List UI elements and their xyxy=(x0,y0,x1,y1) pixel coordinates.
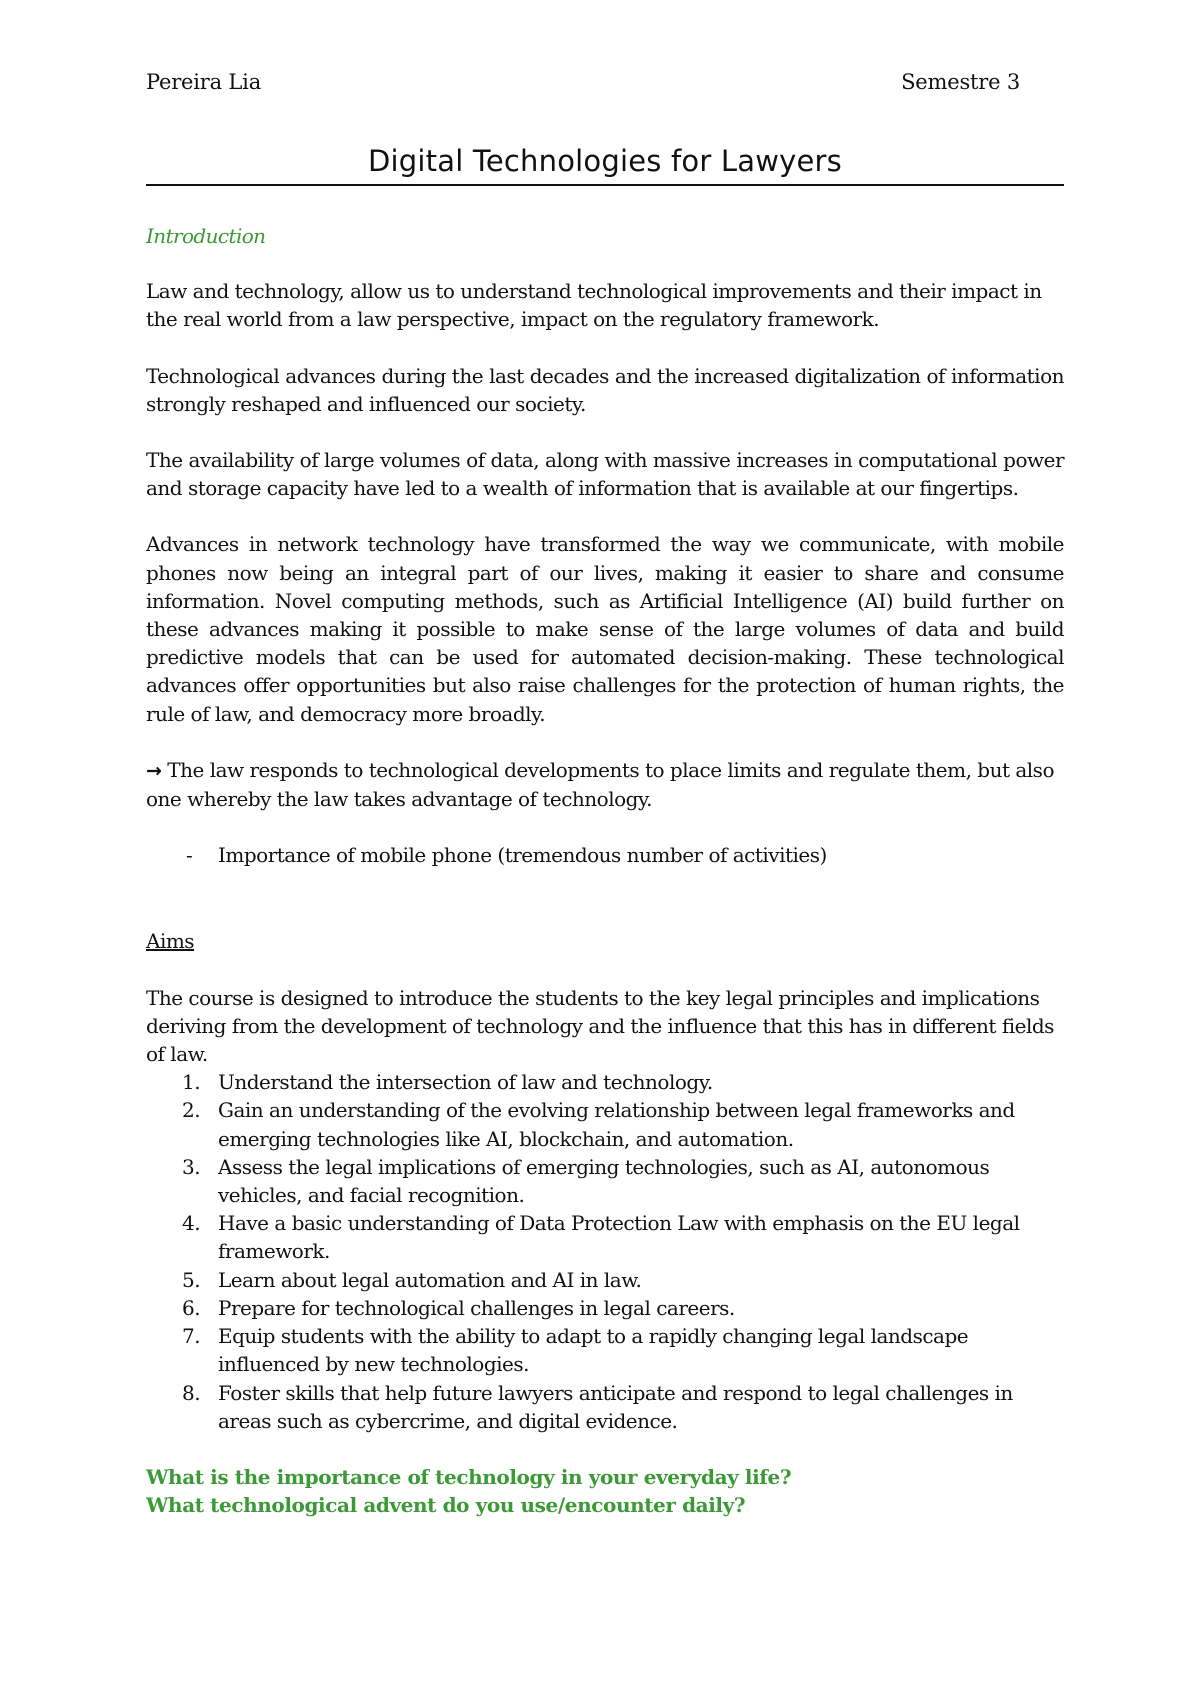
question-1: What is the importance of technology in your everyday life? xyxy=(146,1464,792,1489)
intro-paragraph-1: Law and technology, allow us to understand technological improvements and their impact in the real world from a law perspective, impact on the regulatory framework. xyxy=(146,279,1042,332)
list-number: 7. xyxy=(182,1324,201,1349)
list-number: 2. xyxy=(182,1098,201,1123)
aims-intro: The course is designed to introduce the students to the key legal principles and implications deriving from the development of technology and the influence that this has in different fields of law. xyxy=(146,985,1054,1067)
semester-label: Semestre 3 xyxy=(901,70,1020,94)
list-item-text: Gain an understanding of the evolving relationship between legal frameworks and emerging technologies like AI, blockchain, and automation. xyxy=(218,1098,1015,1151)
list-item xyxy=(146,1096,1064,1152)
list-item xyxy=(146,1068,1064,1096)
dash-bullet: - xyxy=(186,843,193,868)
document-body xyxy=(146,222,1064,1519)
list-item xyxy=(146,1379,1064,1435)
arrow-paragraph-text: The law responds to technological developments to place limits and regulate them, but also one whereby the law takes advantage of technology. xyxy=(146,757,1054,812)
list-item-text: Learn about legal automation and AI in law. xyxy=(218,1267,642,1292)
list-number: 5. xyxy=(182,1267,201,1292)
list-item-text: Understand the intersection of law and technology. xyxy=(218,1070,713,1095)
question-2: What technological advent do you use/encounter daily? xyxy=(146,1493,746,1518)
arrow-paragraph xyxy=(146,756,1064,813)
dash-list xyxy=(146,841,1064,869)
list-item xyxy=(146,1322,1064,1378)
list-number: 6. xyxy=(182,1295,201,1320)
list-item-text: Foster skills that help future lawyers anticipate and respond to legal challenges in areas such as cybercrime, and digital evidence. xyxy=(218,1380,1013,1433)
list-item-text: Have a basic understanding of Data Protection Law with emphasis on the EU legal framework. xyxy=(218,1211,1020,1264)
dash-item-text: Importance of mobile phone (tremendous number of activities) xyxy=(218,843,827,868)
list-item xyxy=(146,1266,1064,1294)
list-item-text: Equip students with the ability to adapt to a rapidly changing legal landscape influenced by new technologies. xyxy=(218,1324,969,1377)
list-number: 8. xyxy=(182,1380,201,1405)
document-page xyxy=(146,0,1064,1696)
list-number: 1. xyxy=(182,1070,201,1095)
introduction-heading: Introduction xyxy=(146,224,266,248)
list-number: 4. xyxy=(182,1211,201,1236)
list-item-text: Assess the legal implications of emerging technologies, such as AI, autonomous vehicles, and facial recognition. xyxy=(218,1154,990,1208)
list-item xyxy=(146,1153,1064,1209)
arrow-icon: → xyxy=(146,759,162,782)
aims-list xyxy=(146,1068,1064,1435)
list-item xyxy=(146,1209,1064,1265)
list-item xyxy=(146,1294,1064,1322)
author-name: Pereira Lia xyxy=(146,70,262,94)
list-number: 3. xyxy=(182,1154,201,1179)
page-header xyxy=(146,70,1020,100)
list-item xyxy=(146,841,1064,869)
intro-paragraph-2: Technological advances during the last decades and the increased digitalization of information strongly reshaped and influenced our society. xyxy=(146,363,1064,416)
list-item-text: Prepare for technological challenges in legal careers. xyxy=(218,1295,735,1320)
document-title: Digital Technologies for Lawyers xyxy=(146,144,1064,186)
intro-paragraph-4: Advances in network technology have transformed the way we communicate, with mobile phones now being an integral part of our lives, making it easier to share and consume information. Novel computing methods, such as Artificial Intelligence (AI) build further on these advances making it possible to make sense of the large volumes of data and build predictive models that can be used for automated decision-making. These technological advances offer opportunities but also raise challenges for the protection of human rights, the rule of law, and democracy more broadly. xyxy=(146,532,1064,726)
aims-heading: Aims xyxy=(146,929,195,954)
intro-paragraph-3: The availability of large volumes of data, along with massive increases in computational power and storage capacity have led to a wealth of information that is available at our fingertips. xyxy=(146,448,1064,501)
